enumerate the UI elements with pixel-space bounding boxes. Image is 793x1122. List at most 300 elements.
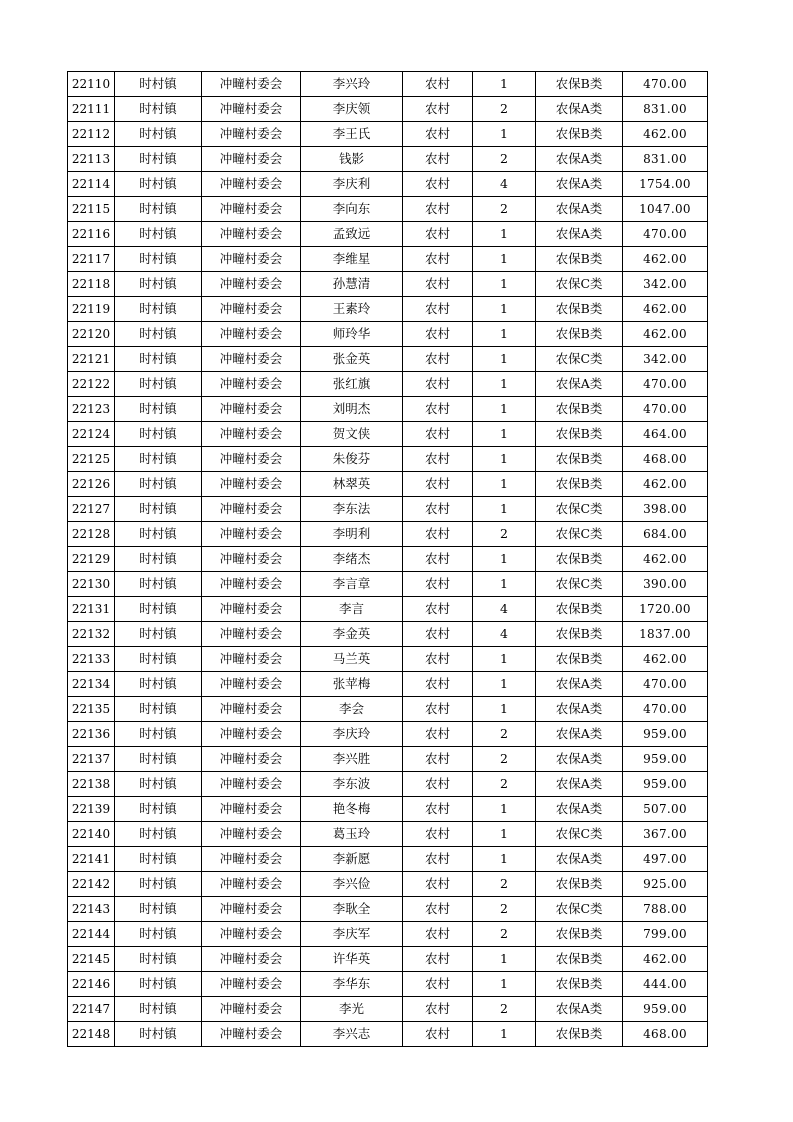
town-cell: 时村镇: [115, 997, 202, 1022]
insurance-category-cell: 农保B类: [536, 622, 623, 647]
insurance-category-cell: 农保B类: [536, 447, 623, 472]
record-id-cell: 22124: [68, 422, 115, 447]
insurance-category-cell: 农保C类: [536, 822, 623, 847]
household-count-cell: 2: [473, 922, 536, 947]
name-cell: 张红旗: [301, 372, 403, 397]
name-cell: 李维星: [301, 247, 403, 272]
town-cell: 时村镇: [115, 697, 202, 722]
insurance-category-cell: 农保A类: [536, 697, 623, 722]
record-id-cell: 22130: [68, 572, 115, 597]
insurance-category-cell: 农保A类: [536, 97, 623, 122]
village-committee-cell: 冲疃村委会: [202, 722, 301, 747]
table-row: [68, 422, 708, 447]
village-committee-cell: 冲疃村委会: [202, 847, 301, 872]
table-row: [68, 372, 708, 397]
record-id-cell: 22120: [68, 322, 115, 347]
name-cell: 贺文侠: [301, 422, 403, 447]
amount-cell: 470.00: [623, 697, 708, 722]
table-row: [68, 122, 708, 147]
town-cell: 时村镇: [115, 922, 202, 947]
town-cell: 时村镇: [115, 872, 202, 897]
table-row: [68, 872, 708, 897]
household-count-cell: 2: [473, 747, 536, 772]
amount-cell: 462.00: [623, 547, 708, 572]
record-id-cell: 22143: [68, 897, 115, 922]
table-row: [68, 822, 708, 847]
area-type-cell: 农村: [403, 847, 473, 872]
amount-cell: 342.00: [623, 272, 708, 297]
household-count-cell: 1: [473, 322, 536, 347]
area-type-cell: 农村: [403, 772, 473, 797]
insurance-category-cell: 农保B类: [536, 297, 623, 322]
amount-cell: 959.00: [623, 747, 708, 772]
area-type-cell: 农村: [403, 697, 473, 722]
amount-cell: 1754.00: [623, 172, 708, 197]
area-type-cell: 农村: [403, 922, 473, 947]
village-committee-cell: 冲疃村委会: [202, 497, 301, 522]
village-committee-cell: 冲疃村委会: [202, 922, 301, 947]
insurance-category-cell: 农保A类: [536, 797, 623, 822]
insurance-category-cell: 农保A类: [536, 997, 623, 1022]
table-row: [68, 222, 708, 247]
record-id-cell: 22142: [68, 872, 115, 897]
household-count-cell: 1: [473, 547, 536, 572]
name-cell: 李庆军: [301, 922, 403, 947]
amount-cell: 462.00: [623, 472, 708, 497]
table-row: [68, 997, 708, 1022]
insurance-category-cell: 农保B类: [536, 947, 623, 972]
name-cell: 李向东: [301, 197, 403, 222]
name-cell: 李庆玲: [301, 722, 403, 747]
insurance-category-cell: 农保C类: [536, 272, 623, 297]
household-count-cell: 1: [473, 572, 536, 597]
table-row: [68, 472, 708, 497]
table-row: [68, 947, 708, 972]
household-count-cell: 1: [473, 797, 536, 822]
amount-cell: 1720.00: [623, 597, 708, 622]
household-count-cell: 2: [473, 772, 536, 797]
table-row: [68, 147, 708, 172]
village-committee-cell: 冲疃村委会: [202, 747, 301, 772]
record-id-cell: 22145: [68, 947, 115, 972]
area-type-cell: 农村: [403, 797, 473, 822]
area-type-cell: 农村: [403, 372, 473, 397]
area-type-cell: 农村: [403, 997, 473, 1022]
insurance-category-cell: 农保C类: [536, 897, 623, 922]
area-type-cell: 农村: [403, 397, 473, 422]
insurance-category-cell: 农保A类: [536, 722, 623, 747]
record-id-cell: 22140: [68, 822, 115, 847]
insurance-category-cell: 农保B类: [536, 547, 623, 572]
name-cell: 李言: [301, 597, 403, 622]
amount-cell: 959.00: [623, 772, 708, 797]
town-cell: 时村镇: [115, 297, 202, 322]
amount-cell: 788.00: [623, 897, 708, 922]
area-type-cell: 农村: [403, 822, 473, 847]
household-count-cell: 1: [473, 397, 536, 422]
household-count-cell: 1: [473, 697, 536, 722]
household-count-cell: 2: [473, 872, 536, 897]
town-cell: 时村镇: [115, 522, 202, 547]
amount-cell: 462.00: [623, 122, 708, 147]
insurance-category-cell: 农保B类: [536, 972, 623, 997]
town-cell: 时村镇: [115, 672, 202, 697]
name-cell: 李王氏: [301, 122, 403, 147]
area-type-cell: 农村: [403, 522, 473, 547]
insurance-category-cell: 农保B类: [536, 472, 623, 497]
village-committee-cell: 冲疃村委会: [202, 472, 301, 497]
village-committee-cell: 冲疃村委会: [202, 197, 301, 222]
area-type-cell: 农村: [403, 972, 473, 997]
record-id-cell: 22126: [68, 472, 115, 497]
town-cell: 时村镇: [115, 547, 202, 572]
village-committee-cell: 冲疃村委会: [202, 297, 301, 322]
household-count-cell: 1: [473, 972, 536, 997]
area-type-cell: 农村: [403, 197, 473, 222]
table-row: [68, 447, 708, 472]
record-id-cell: 22141: [68, 847, 115, 872]
area-type-cell: 农村: [403, 497, 473, 522]
household-count-cell: 4: [473, 172, 536, 197]
subsidy-table: [67, 71, 708, 1047]
amount-cell: 1047.00: [623, 197, 708, 222]
area-type-cell: 农村: [403, 897, 473, 922]
record-id-cell: 22125: [68, 447, 115, 472]
table-row: [68, 922, 708, 947]
town-cell: 时村镇: [115, 847, 202, 872]
insurance-category-cell: 农保B类: [536, 422, 623, 447]
household-count-cell: 2: [473, 522, 536, 547]
record-id-cell: 22133: [68, 647, 115, 672]
village-committee-cell: 冲疃村委会: [202, 572, 301, 597]
area-type-cell: 农村: [403, 147, 473, 172]
insurance-category-cell: 农保B类: [536, 872, 623, 897]
insurance-category-cell: 农保A类: [536, 747, 623, 772]
table-row: [68, 722, 708, 747]
town-cell: 时村镇: [115, 322, 202, 347]
area-type-cell: 农村: [403, 472, 473, 497]
table-row: [68, 697, 708, 722]
amount-cell: 470.00: [623, 72, 708, 97]
insurance-category-cell: 农保B类: [536, 597, 623, 622]
town-cell: 时村镇: [115, 197, 202, 222]
name-cell: 林翠英: [301, 472, 403, 497]
name-cell: 张苹梅: [301, 672, 403, 697]
village-committee-cell: 冲疃村委会: [202, 522, 301, 547]
name-cell: 李光: [301, 997, 403, 1022]
village-committee-cell: 冲疃村委会: [202, 547, 301, 572]
area-type-cell: 农村: [403, 97, 473, 122]
record-id-cell: 22117: [68, 247, 115, 272]
area-type-cell: 农村: [403, 647, 473, 672]
name-cell: 李新愿: [301, 847, 403, 872]
household-count-cell: 1: [473, 422, 536, 447]
table-row: [68, 72, 708, 97]
village-committee-cell: 冲疃村委会: [202, 272, 301, 297]
town-cell: 时村镇: [115, 97, 202, 122]
record-id-cell: 22136: [68, 722, 115, 747]
table-row: [68, 97, 708, 122]
village-committee-cell: 冲疃村委会: [202, 622, 301, 647]
area-type-cell: 农村: [403, 572, 473, 597]
household-count-cell: 1: [473, 72, 536, 97]
table-row: [68, 972, 708, 997]
town-cell: 时村镇: [115, 472, 202, 497]
insurance-category-cell: 农保A类: [536, 772, 623, 797]
household-count-cell: 2: [473, 897, 536, 922]
name-cell: 李金英: [301, 622, 403, 647]
area-type-cell: 农村: [403, 447, 473, 472]
village-committee-cell: 冲疃村委会: [202, 822, 301, 847]
household-count-cell: 1: [473, 1022, 536, 1047]
amount-cell: 1837.00: [623, 622, 708, 647]
name-cell: 许华英: [301, 947, 403, 972]
amount-cell: 462.00: [623, 322, 708, 347]
area-type-cell: 农村: [403, 622, 473, 647]
record-id-cell: 22148: [68, 1022, 115, 1047]
amount-cell: 831.00: [623, 147, 708, 172]
record-id-cell: 22114: [68, 172, 115, 197]
area-type-cell: 农村: [403, 297, 473, 322]
area-type-cell: 农村: [403, 722, 473, 747]
name-cell: 李兴胜: [301, 747, 403, 772]
table-body: [68, 72, 708, 1047]
amount-cell: 831.00: [623, 97, 708, 122]
village-committee-cell: 冲疃村委会: [202, 347, 301, 372]
town-cell: 时村镇: [115, 722, 202, 747]
village-committee-cell: 冲疃村委会: [202, 797, 301, 822]
area-type-cell: 农村: [403, 672, 473, 697]
village-committee-cell: 冲疃村委会: [202, 72, 301, 97]
record-id-cell: 22116: [68, 222, 115, 247]
table-row: [68, 272, 708, 297]
amount-cell: 799.00: [623, 922, 708, 947]
name-cell: 李兴俭: [301, 872, 403, 897]
area-type-cell: 农村: [403, 947, 473, 972]
table-row: [68, 647, 708, 672]
household-count-cell: 1: [473, 497, 536, 522]
table-row: [68, 572, 708, 597]
town-cell: 时村镇: [115, 247, 202, 272]
record-id-cell: 22128: [68, 522, 115, 547]
amount-cell: 462.00: [623, 247, 708, 272]
village-committee-cell: 冲疃村委会: [202, 222, 301, 247]
area-type-cell: 农村: [403, 272, 473, 297]
table-row: [68, 547, 708, 572]
amount-cell: 925.00: [623, 872, 708, 897]
village-committee-cell: 冲疃村委会: [202, 147, 301, 172]
village-committee-cell: 冲疃村委会: [202, 647, 301, 672]
table-row: [68, 747, 708, 772]
household-count-cell: 1: [473, 847, 536, 872]
village-committee-cell: 冲疃村委会: [202, 1022, 301, 1047]
town-cell: 时村镇: [115, 572, 202, 597]
record-id-cell: 22111: [68, 97, 115, 122]
name-cell: 艳冬梅: [301, 797, 403, 822]
village-committee-cell: 冲疃村委会: [202, 972, 301, 997]
amount-cell: 470.00: [623, 397, 708, 422]
town-cell: 时村镇: [115, 647, 202, 672]
name-cell: 李耿全: [301, 897, 403, 922]
town-cell: 时村镇: [115, 147, 202, 172]
record-id-cell: 22113: [68, 147, 115, 172]
record-id-cell: 22134: [68, 672, 115, 697]
town-cell: 时村镇: [115, 122, 202, 147]
household-count-cell: 1: [473, 947, 536, 972]
household-count-cell: 2: [473, 197, 536, 222]
area-type-cell: 农村: [403, 547, 473, 572]
insurance-category-cell: 农保A类: [536, 847, 623, 872]
table-row: [68, 1022, 708, 1047]
town-cell: 时村镇: [115, 947, 202, 972]
table-row: [68, 297, 708, 322]
village-committee-cell: 冲疃村委会: [202, 247, 301, 272]
village-committee-cell: 冲疃村委会: [202, 772, 301, 797]
record-id-cell: 22132: [68, 622, 115, 647]
town-cell: 时村镇: [115, 422, 202, 447]
village-committee-cell: 冲疃村委会: [202, 122, 301, 147]
town-cell: 时村镇: [115, 747, 202, 772]
household-count-cell: 2: [473, 997, 536, 1022]
town-cell: 时村镇: [115, 372, 202, 397]
household-count-cell: 1: [473, 297, 536, 322]
record-id-cell: 22115: [68, 197, 115, 222]
table-row: [68, 322, 708, 347]
household-count-cell: 1: [473, 347, 536, 372]
area-type-cell: 农村: [403, 872, 473, 897]
area-type-cell: 农村: [403, 422, 473, 447]
amount-cell: 684.00: [623, 522, 708, 547]
name-cell: 李绪杰: [301, 547, 403, 572]
table-row: [68, 247, 708, 272]
village-committee-cell: 冲疃村委会: [202, 172, 301, 197]
amount-cell: 462.00: [623, 647, 708, 672]
insurance-category-cell: 农保B类: [536, 397, 623, 422]
name-cell: 李华东: [301, 972, 403, 997]
insurance-category-cell: 农保C类: [536, 497, 623, 522]
area-type-cell: 农村: [403, 747, 473, 772]
insurance-category-cell: 农保C类: [536, 522, 623, 547]
amount-cell: 462.00: [623, 947, 708, 972]
record-id-cell: 22112: [68, 122, 115, 147]
household-count-cell: 2: [473, 97, 536, 122]
table-row: [68, 797, 708, 822]
town-cell: 时村镇: [115, 447, 202, 472]
amount-cell: 507.00: [623, 797, 708, 822]
record-id-cell: 22127: [68, 497, 115, 522]
town-cell: 时村镇: [115, 222, 202, 247]
area-type-cell: 农村: [403, 72, 473, 97]
amount-cell: 959.00: [623, 997, 708, 1022]
household-count-cell: 1: [473, 272, 536, 297]
amount-cell: 398.00: [623, 497, 708, 522]
village-committee-cell: 冲疃村委会: [202, 97, 301, 122]
insurance-category-cell: 农保A类: [536, 197, 623, 222]
town-cell: 时村镇: [115, 347, 202, 372]
town-cell: 时村镇: [115, 272, 202, 297]
village-committee-cell: 冲疃村委会: [202, 947, 301, 972]
village-committee-cell: 冲疃村委会: [202, 322, 301, 347]
name-cell: 朱俊芬: [301, 447, 403, 472]
amount-cell: 497.00: [623, 847, 708, 872]
name-cell: 李言章: [301, 572, 403, 597]
name-cell: 孟致远: [301, 222, 403, 247]
town-cell: 时村镇: [115, 72, 202, 97]
amount-cell: 468.00: [623, 1022, 708, 1047]
household-count-cell: 4: [473, 597, 536, 622]
record-id-cell: 22146: [68, 972, 115, 997]
household-count-cell: 1: [473, 247, 536, 272]
village-committee-cell: 冲疃村委会: [202, 597, 301, 622]
record-id-cell: 22118: [68, 272, 115, 297]
table-row: [68, 172, 708, 197]
name-cell: 李东法: [301, 497, 403, 522]
insurance-category-cell: 农保C类: [536, 572, 623, 597]
name-cell: 张金英: [301, 347, 403, 372]
area-type-cell: 农村: [403, 122, 473, 147]
record-id-cell: 22147: [68, 997, 115, 1022]
name-cell: 李东波: [301, 772, 403, 797]
name-cell: 李庆利: [301, 172, 403, 197]
town-cell: 时村镇: [115, 172, 202, 197]
town-cell: 时村镇: [115, 772, 202, 797]
name-cell: 钱影: [301, 147, 403, 172]
name-cell: 李庆领: [301, 97, 403, 122]
record-id-cell: 22144: [68, 922, 115, 947]
town-cell: 时村镇: [115, 1022, 202, 1047]
name-cell: 师玲华: [301, 322, 403, 347]
area-type-cell: 农村: [403, 222, 473, 247]
area-type-cell: 农村: [403, 322, 473, 347]
insurance-category-cell: 农保A类: [536, 672, 623, 697]
name-cell: 葛玉玲: [301, 822, 403, 847]
amount-cell: 470.00: [623, 372, 708, 397]
household-count-cell: 2: [473, 147, 536, 172]
table-row: [68, 522, 708, 547]
village-committee-cell: 冲疃村委会: [202, 997, 301, 1022]
insurance-category-cell: 农保C类: [536, 347, 623, 372]
record-id-cell: 22137: [68, 747, 115, 772]
town-cell: 时村镇: [115, 597, 202, 622]
insurance-category-cell: 农保A类: [536, 372, 623, 397]
table-row: [68, 197, 708, 222]
amount-cell: 470.00: [623, 672, 708, 697]
village-committee-cell: 冲疃村委会: [202, 372, 301, 397]
table-row: [68, 497, 708, 522]
table-row: [68, 397, 708, 422]
household-count-cell: 1: [473, 447, 536, 472]
record-id-cell: 22122: [68, 372, 115, 397]
table-row: [68, 772, 708, 797]
table-row: [68, 672, 708, 697]
area-type-cell: 农村: [403, 247, 473, 272]
town-cell: 时村镇: [115, 622, 202, 647]
insurance-category-cell: 农保B类: [536, 122, 623, 147]
amount-cell: 444.00: [623, 972, 708, 997]
amount-cell: 959.00: [623, 722, 708, 747]
amount-cell: 470.00: [623, 222, 708, 247]
village-committee-cell: 冲疃村委会: [202, 422, 301, 447]
table-row: [68, 847, 708, 872]
name-cell: 王素玲: [301, 297, 403, 322]
name-cell: 李会: [301, 697, 403, 722]
village-committee-cell: 冲疃村委会: [202, 447, 301, 472]
town-cell: 时村镇: [115, 897, 202, 922]
insurance-category-cell: 农保B类: [536, 647, 623, 672]
town-cell: 时村镇: [115, 397, 202, 422]
record-id-cell: 22121: [68, 347, 115, 372]
record-id-cell: 22110: [68, 72, 115, 97]
